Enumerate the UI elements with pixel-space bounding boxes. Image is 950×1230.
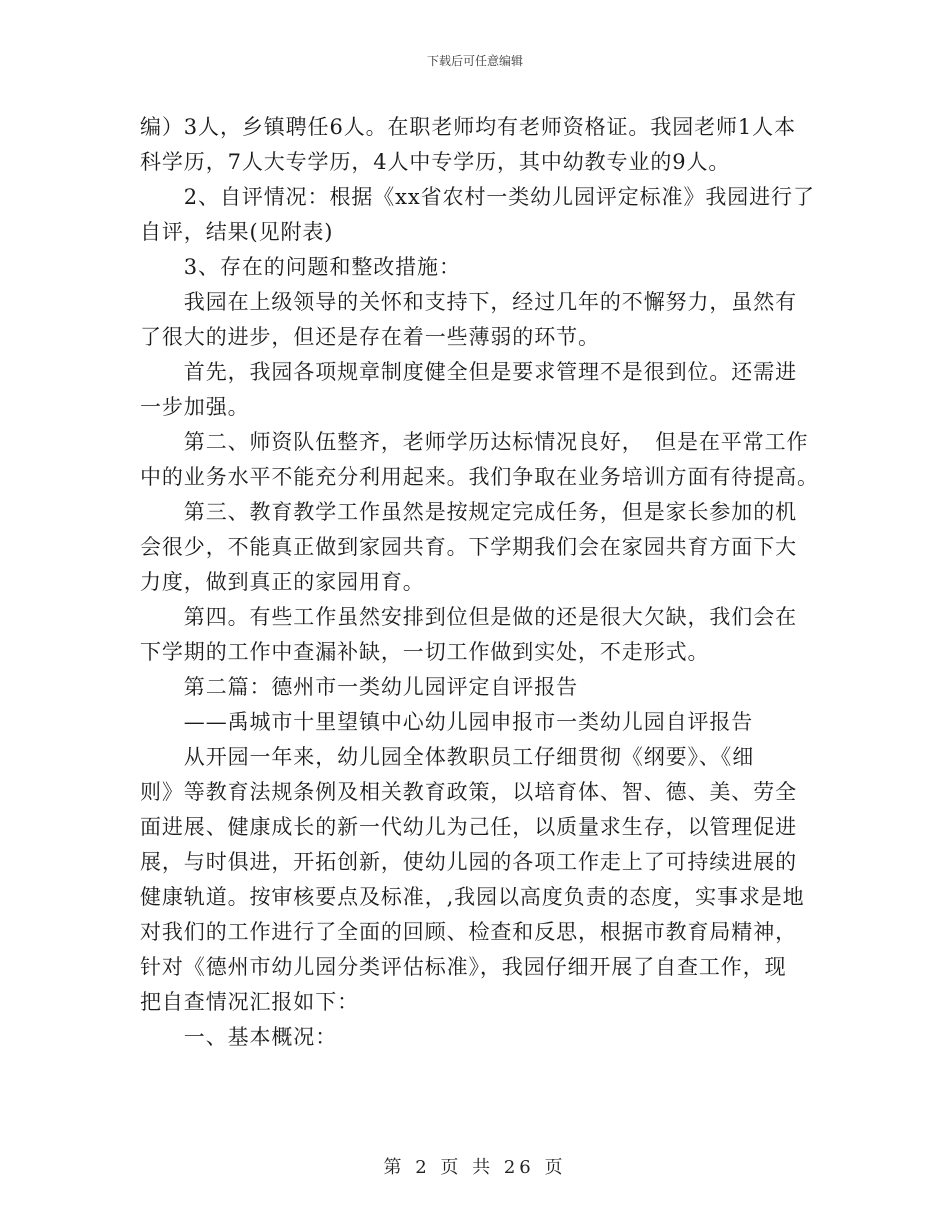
subsection-heading: 一、基本概况：: [140, 1025, 338, 1049]
text-line: 第二、师资队伍整齐，老师学历达标情况良好， 但是在平常工作: [140, 430, 809, 454]
document-body: [140, 110, 819, 1055]
text-line: 2、自评情况：根据《xx省农村一类幼儿园评定标准》我园进行了: [140, 185, 815, 209]
text-line: 首先，我园各项规章制度健全但是要求管理不是很到位。还需进: [140, 360, 797, 384]
text-line: 中的业务水平不能充分利用起来。我们争取在业务培训方面有待提高。: [140, 465, 819, 489]
text-line: 科学历，7人大专学历，4人中专学历，其中幼教专业的9人。: [140, 150, 731, 174]
section-subtitle: ——禹城市十里望镇中心幼儿园申报市一类幼儿园自评报告: [140, 710, 754, 734]
text-line: 第三、教育教学工作虽然是按规定完成任务，但是家长参加的机: [140, 500, 797, 524]
page-number: 第 2 页 共 26 页: [383, 1157, 567, 1178]
text-line: 第四。有些工作虽然安排到位但是做的还是很大欠缺，我们会在: [140, 605, 797, 629]
text-line: 健康轨道。按审核要点及标准，,我园以高度负责的态度，实事求是地: [140, 885, 805, 909]
text-line: 下学期的工作中查漏补缺，一切工作做到实处，不走形式。: [140, 640, 710, 664]
text-line: 针对《德州市幼儿园分类评估标准》，我园仔细开展了自查工作，现: [140, 955, 787, 979]
text-line: 自评，结果(见附表): [140, 220, 334, 244]
text-line: 力度，做到真正的家园用育。: [140, 570, 425, 594]
text-line: 编）3人，乡镇聘任6人。在职老师均有老师资格证。我园老师1人本: [140, 115, 796, 139]
text-line: 对我们的工作进行了全面的回顾、检查和反思，根据市教育局精神，: [140, 920, 797, 944]
text-line: 把自查情况汇报如下：: [140, 990, 359, 1014]
text-line: 会很少，不能真正做到家园共育。下学期我们会在家园共育方面下大: [140, 535, 797, 559]
page-header: 下载后可任意编辑: [426, 54, 523, 68]
section-heading: 第二篇：德州市一类幼儿园评定自评报告: [140, 675, 578, 699]
text-line: 一步加强。: [140, 395, 250, 419]
text-line: 则》等教育法规条例及相关教育政策，以培育体、智、德、美、劳全: [140, 780, 797, 804]
text-line: 我园在上级领导的关怀和支持下，经过几年的不懈努力，虽然有: [140, 290, 797, 314]
text-line: 3、存在的问题和整改措施：: [140, 255, 461, 279]
text-line: 从开园一年来，幼儿园全体教职员工仔细贯彻《纲要》、《细: [140, 745, 755, 769]
text-line: 展，与时俱进，开拓创新，使幼儿园的各项工作走上了可持续进展的: [140, 850, 797, 874]
text-line: 了很大的进步，但还是存在着一些薄弱的环节。: [140, 325, 600, 349]
text-line: 面进展、健康成长的新一代幼儿为己任，以质量求生存，以管理促进: [140, 815, 797, 839]
